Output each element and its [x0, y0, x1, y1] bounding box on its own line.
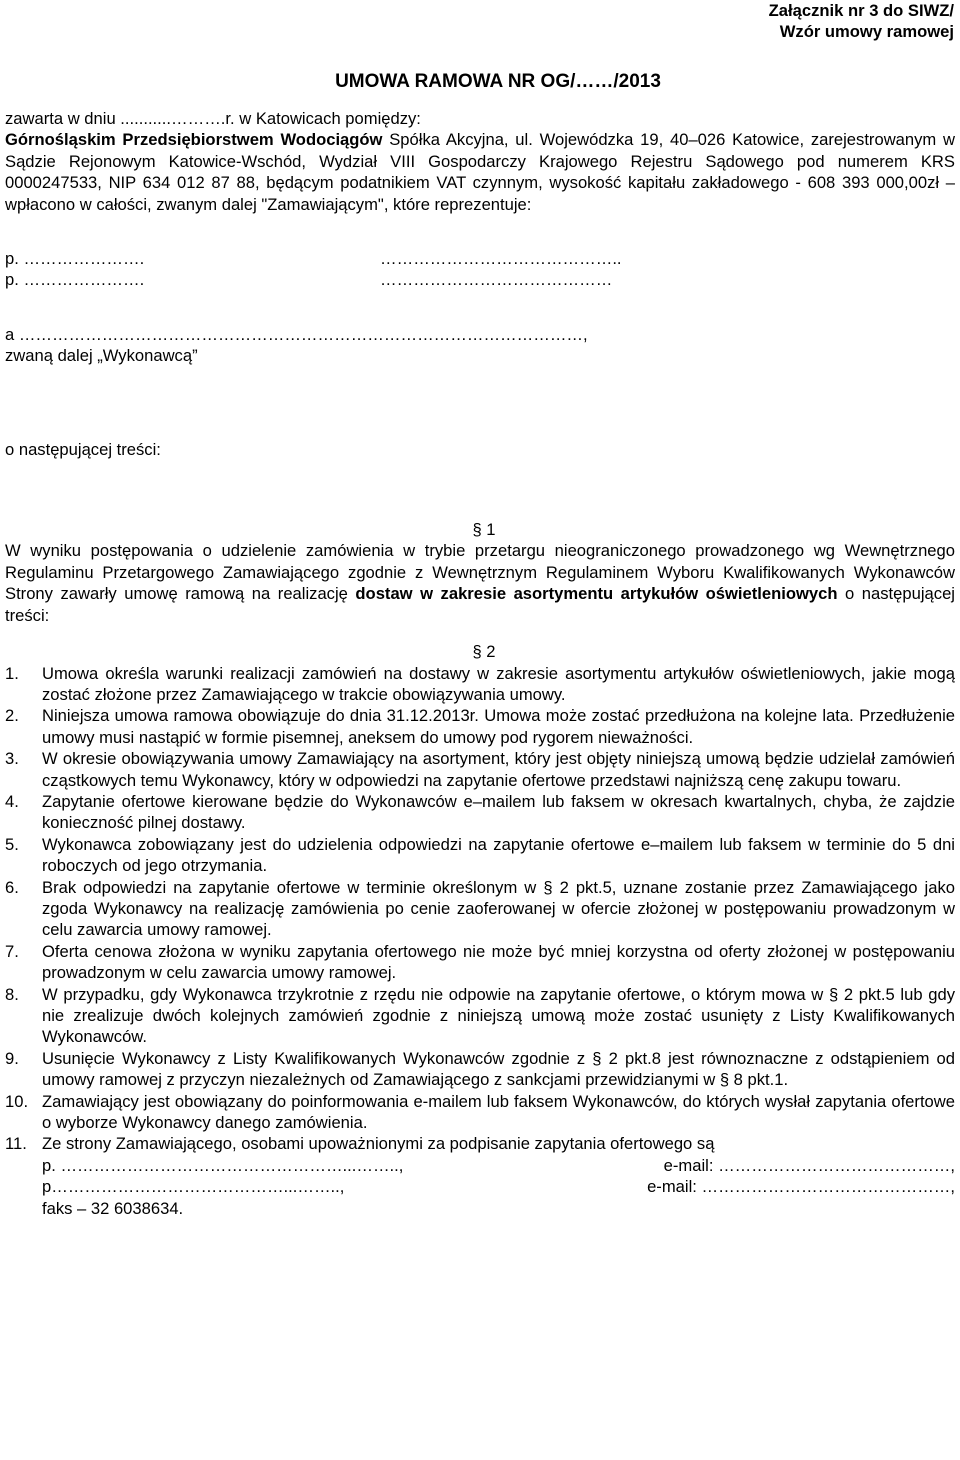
section-2-points: [5, 663, 955, 1220]
list-item: [5, 1133, 955, 1219]
point-number: 2.: [5, 706, 19, 726]
point-text: Zapytanie ofertowe kierowane będzie do Wykonawców e–mailem lub faksem w okresach kwartalnych, chyba, że zajdzie konieczność pilnej dostawy.: [42, 791, 955, 833]
contractor-block: [5, 324, 955, 367]
point-text: Usunięcie Wykonawcy z Listy Kwalifikowanych Wykonawców zgodnie z § 2 pkt.8 jest równoznaczne z odstąpieniem od umowy ramowej z przyczyn niezależnych od Zamawiającego z sankcjami przewidzianymi w § 8 pkt.1.: [42, 1048, 955, 1090]
point-number: 3.: [5, 749, 19, 769]
point-text: Wykonawca zobowiązany jest do udzielenia odpowiedzi na zapytanie ofertowe e–mailem lub faksem w terminie do 5 dni roboczych od jego otrzymania.: [42, 834, 955, 876]
contractor-called: zwaną dalej „Wykonawcą”: [5, 346, 198, 366]
list-item: [5, 941, 955, 984]
point-number: 6.: [5, 877, 19, 897]
point-text: Umowa określa warunki realizacji zamówień na dostawy w zakresie asortymentu artykułów oświetleniowych, jakie mogą zostać złożone przez Zamawiającego w trakcie obowiązywania umowy.: [42, 663, 955, 704]
list-item: [5, 877, 955, 941]
contract-title: UMOWA RAMOWA NR OG/……/2013: [335, 71, 661, 92]
representative-row: [5, 248, 955, 269]
point-number: 4.: [5, 791, 19, 811]
representative-role: ……………………………………: [380, 270, 613, 290]
contact-name: p……………………………………...……..,: [42, 1177, 345, 1197]
point-number: 8.: [5, 984, 19, 1004]
representative-name: p. ………………….: [5, 270, 145, 290]
contact-row: [42, 1176, 955, 1197]
list-item: [5, 705, 955, 748]
point-number: 5.: [5, 834, 19, 854]
point-text: W przypadku, gdy Wykonawca trzykrotnie z rzędu nie odpowie na zapytanie ofertowe, o którym mowa w § 2 pkt.5 lub gdy nie zrealizuje dwóch kolejnych zamówień zgodnie z niniejszą umową może zostać usunięty z Listy Kwalifikowanych Wykonawców.: [42, 984, 955, 1047]
annex-line-2: Wzór umowy ramowej: [779, 22, 954, 41]
point-text: [42, 1133, 955, 1219]
section-1-sign: § 1: [472, 520, 496, 540]
list-item: [5, 663, 955, 706]
company-name: Górnośląskim Przedsiębiorstwem Wodociągów: [5, 130, 383, 150]
list-item: [5, 1048, 955, 1091]
annex-line-1: Załącznik nr 3 do SIWZ/: [768, 1, 954, 20]
list-item: [5, 748, 955, 791]
point-number: 9.: [5, 1048, 19, 1068]
point-text: Oferta cenowa złożona w wyniku zapytania ofertowego nie może być mniej korzystna od oferty złożonej w postępowaniu prowadzonym w celu zawarcia umowy ramowej.: [42, 941, 955, 983]
point-text: W okresie obowiązywania umowy Zamawiający na asortyment, który jest objęty niniejszą umową będzie udzielał zamówień cząstkowych temu Wykonawcy, który w odpowiedzi na zapytanie ofertowe przedstawi najniższą cenę zakupu towaru.: [42, 749, 955, 790]
representative-row: [5, 269, 955, 290]
point-number: 10.: [5, 1091, 29, 1111]
contact-name: p. ……………………………………………...……..,: [42, 1155, 404, 1175]
point-number: 11.: [5, 1134, 27, 1154]
point-text: Brak odpowiedzi na zapytanie ofertowe w terminie określonym w § 2 pkt.5, uznane zostanie przez Zamawiającego jako zgoda Wykonawcy na realizację zamówienia po cenie zaoferowanej w ofercie złożonej w postępowaniu prowadzonym w celu zawarcia umowy ramowej.: [42, 877, 955, 940]
point-number: 1.: [5, 663, 19, 683]
section-1-text-before: W wyniku postępowania o udzielenie zamówienia w trybie przetargu nieograniczonego prowadzonego wg Wewnętrznego Regulaminu Przetargowego Zamawiającego zgodnie z Wewnętrznym Regulaminem Wyboru Kwalifikowanych Wykonawców Strony zawarły umowę ramową na realizację: [5, 541, 955, 604]
annex-header: [769, 0, 954, 42]
section-2-sign: § 2: [472, 642, 496, 662]
point-text: Niniejsza umowa ramowa obowiązuje do dnia 31.12.2013r. Umowa może zostać przedłużona na kolejne lata. Przedłużenie umowy musi nastąpić w formie pisemnej, aneksem do umowy pod rygorem nieważności.: [42, 706, 955, 747]
contact-email: e-mail: ……………………………………,: [663, 1155, 955, 1175]
section-1-text-bold: dostaw w zakresie asortymentu artykułów oświetleniowych: [355, 584, 838, 604]
list-item: [5, 1091, 955, 1134]
contact-row: [42, 1155, 955, 1176]
list-item: [5, 984, 955, 1048]
contact-email: e-mail: ………………………………………,: [647, 1177, 955, 1197]
representative-role: ……………………………………..: [380, 249, 622, 269]
section-1-text: [5, 540, 955, 626]
concluded-line: zawarta w dniu ...........……….r. w Katowicach pomiędzy:: [5, 109, 421, 128]
contractor-line: a …………………………………………………………………………………………,: [5, 324, 588, 344]
point-text: Zamawiający jest obowiązany do poinformowania e-mailem lub faksem Wykonawców, do których wysłał zapytania ofertowe o wyborze Wykonawcy danego zamówienia.: [42, 1091, 955, 1133]
fax-line: faks – 32 6038634.: [42, 1198, 184, 1218]
following-content: o następującej treści:: [5, 439, 161, 459]
representatives-block: [5, 248, 955, 291]
section-1-text-after: o następującej treści:: [5, 584, 955, 625]
list-item: [5, 834, 955, 877]
list-item: [5, 791, 955, 834]
point-number: 7.: [5, 941, 19, 961]
point-11-text: Ze strony Zamawiającego, osobami upoważnionymi za podpisanie zapytania ofertowego są: [42, 1134, 715, 1154]
company-details: Spółka Akcyjna, ul. Wojewódzka 19, 40–026 Katowice, zarejestrowanym w Sądzie Rejonowym Katowice-Wschód, Wydział VIII Gospodarczy Krajowego Rejestru Sądowego pod numerem KRS 0000247533, NIP 634 012 87 88, będącym podatnikiem VAT czynnym, wysokość kapitału zakładowego - 608 393 000,00zł – wpłacono w całości, zwanym dalej "Zamawiającym", które reprezentuje:: [5, 130, 956, 214]
party-employer-paragraph: [5, 129, 955, 215]
representative-name: p. ………………….: [5, 249, 145, 269]
document-body: [5, 108, 955, 1219]
